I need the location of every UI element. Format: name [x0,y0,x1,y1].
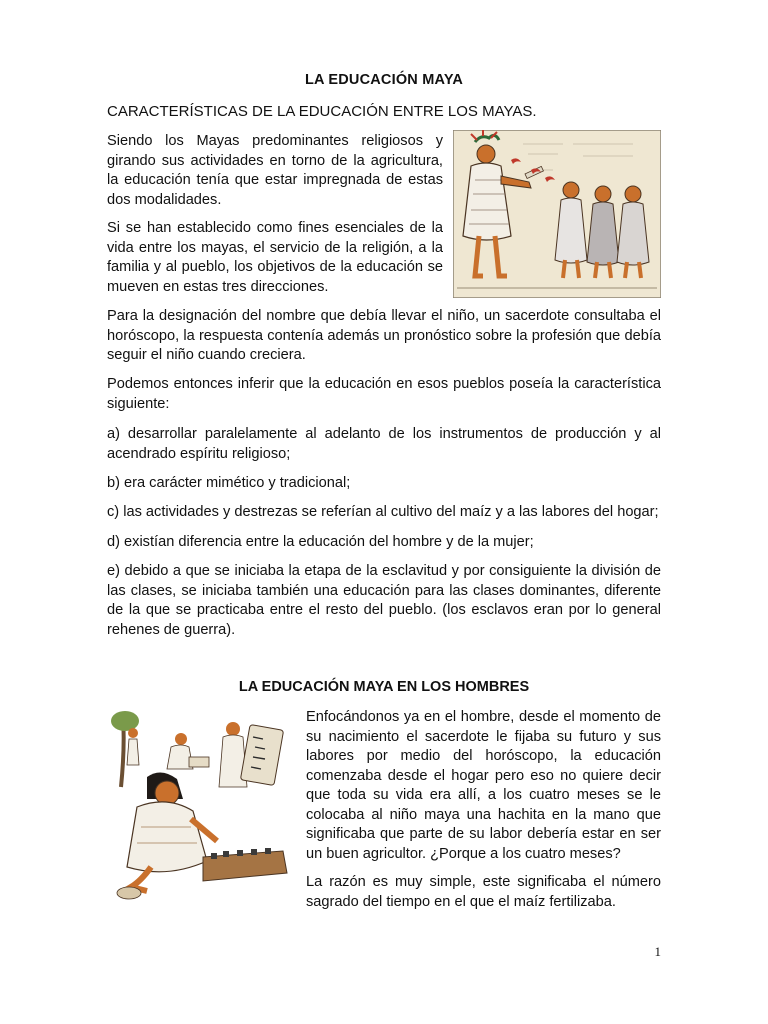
codex-priest-illustration [453,130,661,298]
inference-paragraph: Podemos entonces inferir que la educación en esos pueblos poseía la característica siguiente: [107,376,661,412]
maya-boy-illustration [111,707,292,905]
document-title: LA EDUCACIÓN MAYA [304,72,464,88]
document-subtitle: CARACTERÍSTICAS DE LA EDUCACIÓN ENTRE LOS MAYAS. [107,103,537,120]
section-heading: LA EDUCACIÓN MAYA EN LOS HOMBRES [238,679,530,695]
list-item-d: d) existían diferencia entre la educación del hombre y de la mujer; [107,534,534,550]
list-item-c: c) las actividades y destrezas se referían al cultivo del maíz y a las labores del hogar; [107,504,659,520]
page-number: 1 [654,944,661,959]
intro-paragraph-2: Si se han establecido como fines esenciales de la vida entre los mayas, el servicio de la religión, a la familia y al pueblo, los objetivos de la educación se mueven en estas tres direcciones. [107,220,443,295]
list-item-a: a) desarrollar paralelamente al adelanto de los instrumentos de producción y al acendrado espíritu religioso; [107,426,661,462]
list-item-b: b) era carácter mimético y tradicional; [107,475,351,491]
list-item-e: e) debido a que se iniciaba la etapa de la esclavitud y por consiguiente la división de las clases, se iniciaba también una educación para las clases dominantes, diferente de la que se practicaba entre el resto del pueblo. (los esclavos eran por lo general rehenes de guerra). [107,563,661,638]
section2-paragraph-2: La razón es muy simple, este significaba el número sagrado del tiempo en el que el maíz fertilizaba. [306,874,661,910]
section2-paragraph-1: Enfocándonos ya en el hombre, desde el momento de su nacimiento el sacerdote le fijaba su futuro y sus labores por medio del horóscopo, la educación comenzaba desde el hogar pero eso no quiere decir que toda su vida era allí, a los cuatro meses se le colocaba al niño maya una hachita en la mano que significaba que parte de su labor debería estar en ser un buen agricultor. ¿Porque a los cuatro meses? [306,709,661,862]
naming-paragraph: Para la designación del nombre que debía llevar el niño, un sacerdote consultaba el horóscopo, la respuesta contenía además un pronóstico sobre la profesión que debía seguir el niño cuando creciera. [107,308,661,363]
intro-paragraph-1: Siendo los Mayas predominantes religiosos y girando sus actividades en torno de la agricultura, la educación tenía que estar impregnada de estas dos modalidades. [107,133,443,208]
